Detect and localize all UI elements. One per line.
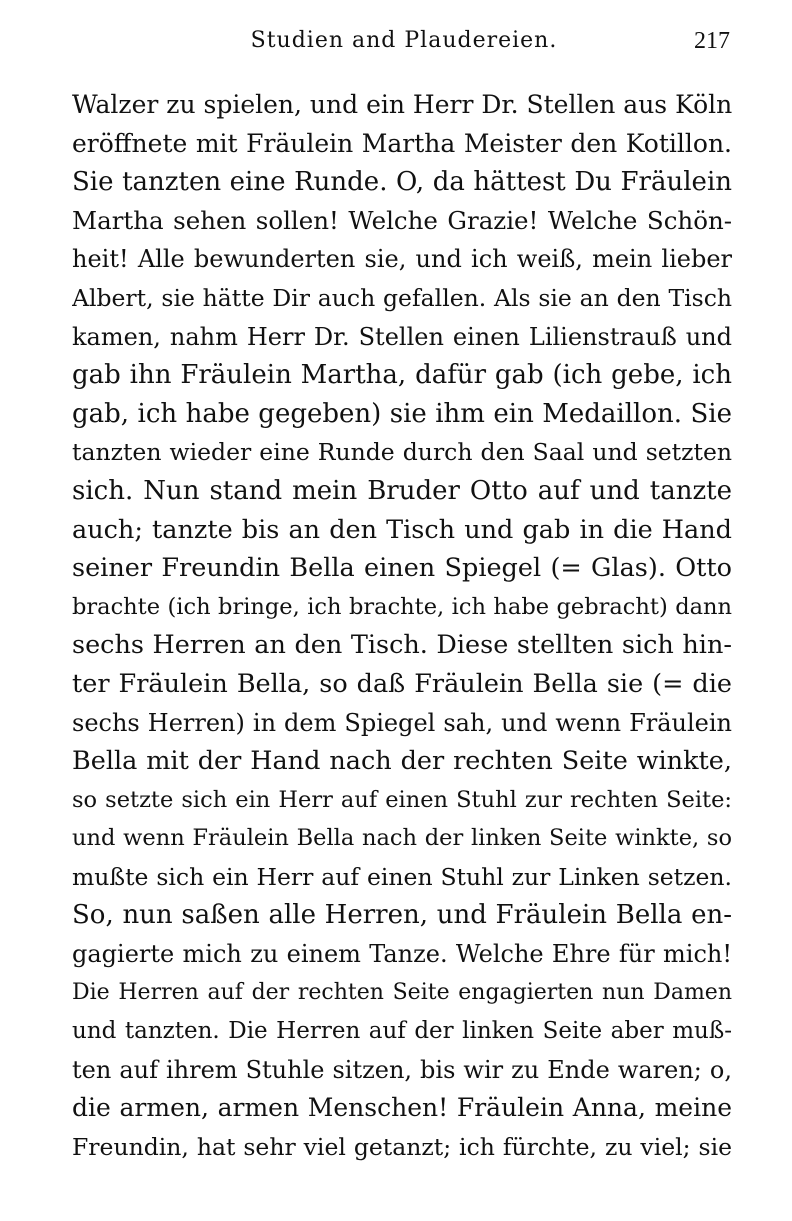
text-line: so setzte sich ein Herr auf einen Stuhl zur rechten Seite:: [72, 786, 732, 813]
text-line: So, nun saßen alle Herren, und Fräulein Bella en-: [72, 900, 732, 931]
text-line: und tanzten. Die Herren auf der linken Seite aber muß-: [72, 1018, 732, 1045]
text-line: gab ihn Fräulein Martha, dafür gab (ich gebe, ich: [72, 360, 732, 391]
text-line: gagierte mich zu einem Tanze. Welche Ehre für mich!: [72, 940, 732, 969]
text-line: eröffnete mit Fräulein Martha Meister den Kotillon.: [72, 128, 732, 158]
body-text: [72, 86, 732, 1167]
text-line: ter Fräulein Bella, so daß Fräulein Bella sie (= die: [72, 668, 732, 699]
running-title: Studien and Plaudereien.: [250, 28, 558, 53]
page-header: [72, 28, 736, 64]
text-line: heit! Alle bewunderten sie, und ich weiß, mein lieber: [72, 245, 732, 274]
text-line: und wenn Fräulein Bella nach der linken Seite winkte, so: [72, 825, 732, 852]
text-line: auch; tanzte bis an den Tisch und gab in die Hand: [72, 514, 732, 545]
text-line: kamen, nahm Herr Dr. Stellen einen Lilienstrauß und: [72, 322, 732, 351]
page-number: 217: [694, 28, 730, 54]
text-line: Freundin, hat sehr viel getanzt; ich fürchte, zu viel; sie: [72, 1133, 732, 1162]
text-line: sich. Nun stand mein Bruder Otto auf und tanzte: [72, 475, 732, 506]
text-line: brachte (ich bringe, ich brachte, ich habe gebracht) dann: [72, 593, 732, 620]
text-line: ten auf ihrem Stuhle sitzen, bis wir zu Ende waren; o,: [72, 1055, 732, 1084]
text-line: mußte sich ein Herr auf einen Stuhl zur Linken setzen.: [72, 862, 732, 891]
text-line: tanzten wieder eine Runde durch den Saal und setzten: [72, 438, 732, 467]
text-line: Bella mit der Hand nach der rechten Seite winkte,: [72, 746, 732, 777]
text-line: Martha sehen sollen! Welche Grazie! Welche Schön-: [72, 205, 732, 235]
text-line: sechs Herren) in dem Spiegel sah, und wenn Fräulein: [72, 708, 732, 737]
text-line: sechs Herren an den Tisch. Diese stellten sich hin-: [72, 630, 732, 661]
text-line: die armen, armen Menschen! Fräulein Anna, meine: [72, 1093, 732, 1123]
text-line: gab, ich habe gegeben) sie ihm ein Medaillon. Sie: [72, 398, 732, 429]
text-line: seiner Freundin Bella einen Spiegel (= Glas). Otto: [72, 553, 732, 584]
text-line: Sie tanzten eine Runde. O, da hättest Du Fräulein: [72, 167, 732, 198]
text-line: Albert, sie hätte Dir auch gefallen. Als sie an den Tisch: [72, 283, 732, 312]
text-line: Walzer zu spielen, und ein Herr Dr. Stellen aus Köln: [72, 90, 732, 119]
text-line: Die Herren auf der rechten Seite engagierten nun Damen: [72, 979, 732, 1005]
